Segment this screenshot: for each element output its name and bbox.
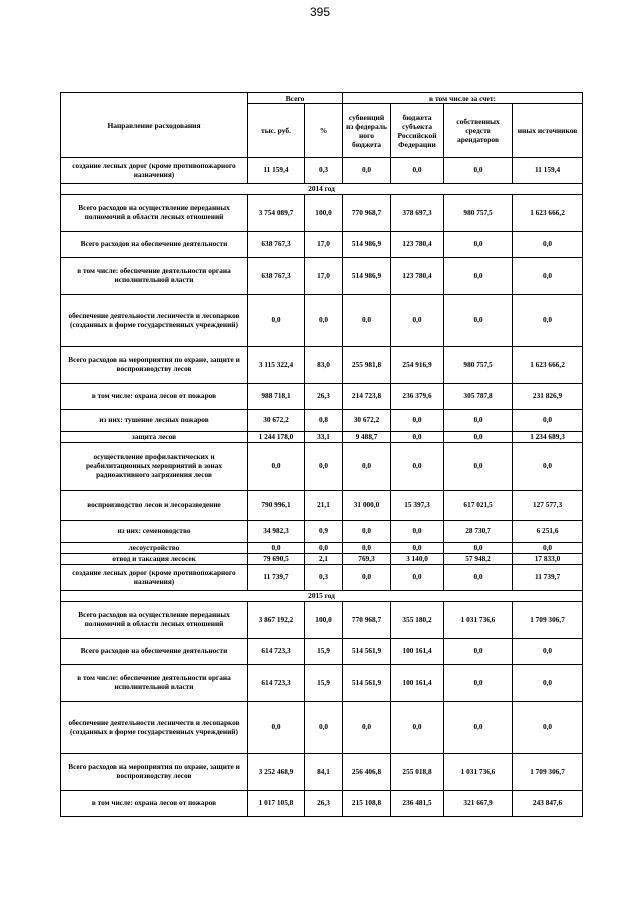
value-own-funds: 0,0 [444,295,513,347]
value-subject-budget: 0,0 [391,432,444,443]
value-own-funds: 0,0 [444,158,513,184]
value-own-funds: 0,0 [444,258,513,295]
value-subject-budget: 123 780,4 [391,232,444,258]
value-subsidies: 0,0 [343,521,391,543]
value-subject-budget: 100 161,4 [391,665,444,702]
value-total-rub: 638 767,3 [248,258,305,295]
value-total-rub: 638 767,3 [248,232,305,258]
value-own-funds: 980 757,5 [444,347,513,384]
value-other: 231 826,9 [513,384,583,410]
value-percent: 100,0 [305,602,343,639]
table-row [61,410,583,432]
value-own-funds: 0,0 [444,543,513,554]
value-total-rub: 34 982,3 [248,521,305,543]
value-percent: 100,0 [305,195,343,232]
value-other: 0,0 [513,258,583,295]
value-subsidies: 514 561,9 [343,665,391,702]
value-total-rub: 614 723,3 [248,639,305,665]
value-subsidies: 514 986,9 [343,232,391,258]
header-rub: тыс. руб. [248,104,305,158]
value-percent: 0,3 [305,565,343,591]
value-subject-budget: 236 481,5 [391,791,444,817]
table-row [61,491,583,521]
value-percent: 0,0 [305,443,343,491]
value-other: 0,0 [513,443,583,491]
value-subject-budget: 3 140,0 [391,554,444,565]
value-total-rub: 3 754 089,7 [248,195,305,232]
row-label: создание лесных дорог (кроме противопожарного назначения) [61,565,248,591]
value-percent: 0,8 [305,410,343,432]
value-percent: 21,1 [305,491,343,521]
year-row [61,184,583,195]
table-row [61,384,583,410]
value-percent: 83,0 [305,347,343,384]
row-label: Всего расходов на мероприятия по охране, защите и воспроизводству лесов [61,754,248,791]
table-row [61,443,583,491]
value-subject-budget: 355 180,2 [391,602,444,639]
value-subject-budget: 254 916,9 [391,347,444,384]
value-percent: 84,1 [305,754,343,791]
value-subject-budget: 378 697,3 [391,195,444,232]
value-other: 1 709 306,7 [513,754,583,791]
value-subject-budget: 0,0 [391,521,444,543]
value-total-rub: 1 017 105,8 [248,791,305,817]
value-percent: 17,0 [305,232,343,258]
value-subject-budget: 0,0 [391,410,444,432]
value-total-rub: 0,0 [248,295,305,347]
year-heading: 2014 год [61,184,583,195]
value-own-funds: 57 948,2 [444,554,513,565]
value-percent: 0,3 [305,158,343,184]
value-subject-budget: 255 018,8 [391,754,444,791]
row-label: обеспечение деятельности лесничеств и лесопарков (созданных в форме государственных учреждений) [61,295,248,347]
value-percent: 2,1 [305,554,343,565]
row-label: воспроизводство лесов и лесоразведение [61,491,248,521]
table-row [61,258,583,295]
value-subsidies: 770 968,7 [343,195,391,232]
value-total-rub: 79 690,5 [248,554,305,565]
value-total-rub: 3 252 468,9 [248,754,305,791]
value-subsidies: 0,0 [343,443,391,491]
value-percent: 26,3 [305,384,343,410]
value-own-funds: 0,0 [444,565,513,591]
value-percent: 0,0 [305,543,343,554]
table-row [61,295,583,347]
row-label: Всего расходов на обеспечение деятельности [61,639,248,665]
value-other: 1 623 666,2 [513,195,583,232]
value-total-rub: 3 867 192,2 [248,602,305,639]
header-percent: % [305,104,343,158]
value-subject-budget: 236 379,6 [391,384,444,410]
value-other: 127 577,3 [513,491,583,521]
page-number: 395 [309,5,331,19]
value-own-funds: 1 031 736,6 [444,754,513,791]
value-subsidies: 769,3 [343,554,391,565]
table-row [61,791,583,817]
value-own-funds: 0,0 [444,639,513,665]
row-label: в том числе: охрана лесов от пожаров [61,791,248,817]
value-subject-budget: 15 397,3 [391,491,444,521]
value-other: 1 234 689,3 [513,432,583,443]
row-label: отвод и таксация лесосек [61,554,248,565]
value-subsidies: 31 000,0 [343,491,391,521]
table-row [61,639,583,665]
row-label: лесоустройство [61,543,248,554]
value-other: 11 739,7 [513,565,583,591]
value-subsidies: 514 561,9 [343,639,391,665]
value-total-rub: 11 739,7 [248,565,305,591]
value-total-rub: 0,0 [248,702,305,754]
value-subsidies: 0,0 [343,543,391,554]
row-label: Всего расходов на осуществление переданных полномочий в области лесных отношений [61,195,248,232]
table-row [61,195,583,232]
row-label: Всего расходов на обеспечение деятельности [61,232,248,258]
value-percent: 33,1 [305,432,343,443]
table-row [61,158,583,184]
table-row [61,543,583,554]
expenditure-table [60,92,583,817]
value-percent: 0,9 [305,521,343,543]
value-subsidies: 0,0 [343,565,391,591]
value-subsidies: 214 723,8 [343,384,391,410]
table-row [61,347,583,384]
value-subsidies: 9 488,7 [343,432,391,443]
value-other: 243 847,6 [513,791,583,817]
value-subsidies: 255 981,8 [343,347,391,384]
value-subject-budget: 0,0 [391,295,444,347]
header-direction: Направление расходования [61,93,248,158]
table-row [61,565,583,591]
row-label: Всего расходов на мероприятия по охране, защите и воспроизводству лесов [61,347,248,384]
value-subsidies: 30 672,2 [343,410,391,432]
value-other: 0,0 [513,702,583,754]
value-subsidies: 215 108,8 [343,791,391,817]
value-percent: 26,3 [305,791,343,817]
value-other: 0,0 [513,543,583,554]
value-subject-budget: 0,0 [391,158,444,184]
value-total-rub: 30 672,2 [248,410,305,432]
value-other: 0,0 [513,410,583,432]
value-percent: 15,9 [305,639,343,665]
row-label: в том числе: обеспечение деятельности органа исполнительной власти [61,258,248,295]
value-own-funds: 0,0 [444,665,513,702]
header-subsidies: субвенций из федераль ного бюджета [343,104,391,158]
value-other: 0,0 [513,232,583,258]
value-other: 17 833,0 [513,554,583,565]
value-own-funds: 1 031 736,6 [444,602,513,639]
value-subject-budget: 123 780,4 [391,258,444,295]
value-other: 6 251,6 [513,521,583,543]
value-percent: 0,0 [305,702,343,754]
value-total-rub: 3 115 322,4 [248,347,305,384]
value-subject-budget: 0,0 [391,443,444,491]
header-other: иных источников [513,104,583,158]
row-label: Всего расходов на осуществление переданных полномочий в области лесных отношений [61,602,248,639]
row-label: создание лесных дорог (кроме противопожарного назначения) [61,158,248,184]
value-subject-budget: 0,0 [391,543,444,554]
table-row [61,754,583,791]
row-label: из них: семеноводство [61,521,248,543]
year-heading: 2015 год [61,591,583,602]
value-other: 11 159,4 [513,158,583,184]
table-body [61,158,583,817]
value-other: 1 623 666,2 [513,347,583,384]
value-percent: 17,0 [305,258,343,295]
row-label: защита лесов [61,432,248,443]
table-row [61,232,583,258]
value-own-funds: 321 667,9 [444,791,513,817]
header-subject-budget: бюджета субъекта Российской Федерации [391,104,444,158]
value-own-funds: 0,0 [444,443,513,491]
table-row [61,554,583,565]
value-subsidies: 514 986,9 [343,258,391,295]
value-subject-budget: 0,0 [391,702,444,754]
value-percent: 15,9 [305,665,343,702]
value-other: 1 709 306,7 [513,602,583,639]
value-subsidies: 0,0 [343,295,391,347]
header-own-funds: собственных средств арендаторов [444,104,513,158]
value-own-funds: 28 730,7 [444,521,513,543]
row-label: из них: тушение лесных пожаров [61,410,248,432]
header-including: в том числе за счет: [343,93,583,104]
value-total-rub: 790 996,1 [248,491,305,521]
table-row [61,602,583,639]
value-other: 0,0 [513,639,583,665]
row-label: в том числе: обеспечение деятельности органа исполнительной власти [61,665,248,702]
row-label: осуществление профилактических и реабилитационных мероприятий в зонах радиоактивного загрязнения лесов [61,443,248,491]
value-own-funds: 0,0 [444,432,513,443]
value-other: 0,0 [513,665,583,702]
value-total-rub: 614 723,3 [248,665,305,702]
value-own-funds: 0,0 [444,702,513,754]
table-row [61,665,583,702]
value-own-funds: 0,0 [444,410,513,432]
value-subsidies: 256 406,8 [343,754,391,791]
value-subject-budget: 0,0 [391,565,444,591]
value-other: 0,0 [513,295,583,347]
value-subject-budget: 100 161,4 [391,639,444,665]
value-total-rub: 11 159,4 [248,158,305,184]
year-row [61,591,583,602]
table-row [61,432,583,443]
value-own-funds: 617 021,5 [444,491,513,521]
table-row [61,521,583,543]
value-total-rub: 1 244 178,0 [248,432,305,443]
table-row [61,702,583,754]
value-own-funds: 305 787,8 [444,384,513,410]
header-total: Всего [248,93,343,104]
value-own-funds: 0,0 [444,232,513,258]
row-label: обеспечение деятельности лесничеств и лесопарков (созданных в форме государственных учреждений) [61,702,248,754]
value-subsidies: 0,0 [343,702,391,754]
row-label: в том числе: охрана лесов от пожаров [61,384,248,410]
value-subsidies: 0,0 [343,158,391,184]
value-own-funds: 980 757,5 [444,195,513,232]
value-percent: 0,0 [305,295,343,347]
value-subsidies: 770 968,7 [343,602,391,639]
value-total-rub: 988 718,1 [248,384,305,410]
value-total-rub: 0,0 [248,443,305,491]
value-total-rub: 0,0 [248,543,305,554]
